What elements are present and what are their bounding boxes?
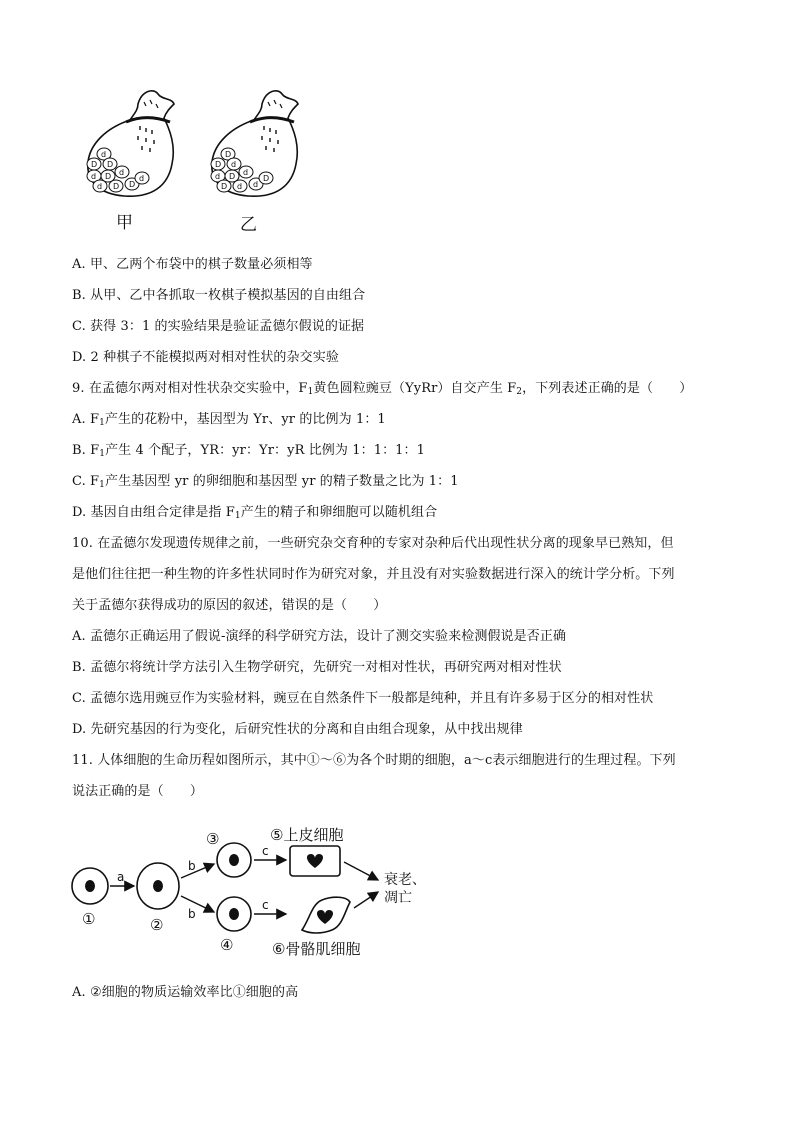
svg-text:D: D — [91, 160, 98, 169]
q9-stem: 9. 在孟德尔两对相对性状杂交实验中，$F_1$黄色圆粒豌豆（YyRr）自交产生 $F_2$，下列表述正确的是（ ） — [72, 381, 693, 397]
q9-option-d: D. 基因自由组合定律是指 $F_1$产生的精子和卵细胞可以随机组合 — [72, 505, 438, 521]
cell-2-label: ② — [150, 916, 164, 934]
q8-option-d: D. 2 种棋子不能模拟两对相对性状的杂交实验 — [72, 350, 339, 365]
q11-stem-line2: 说法正确的是（ ） — [72, 784, 204, 799]
ball — [93, 180, 107, 192]
ball — [239, 166, 253, 178]
ball — [217, 180, 231, 192]
q10-option-b: B. 孟德尔将统计学方法引入生物学研究，先研究一对相对性状，再研究两对相对性状 — [72, 660, 562, 675]
ball — [115, 166, 129, 178]
svg-text:D: D — [225, 150, 232, 159]
svg-text:d: d — [119, 168, 125, 177]
cell-4-label: ④ — [220, 936, 234, 954]
ball — [135, 172, 149, 184]
svg-text:d: d — [91, 172, 97, 181]
arrow-a-label: a — [117, 870, 125, 884]
svg-text:d: d — [243, 168, 249, 177]
svg-text:d: d — [231, 160, 237, 169]
arrow-b-down — [181, 896, 214, 912]
q11-stem-line1: 11. 人体细胞的生命历程如图所示，其中①～⑥为各个时期的细胞，a～c表示细胞进行的生理过程。下列 — [72, 753, 676, 768]
muscle-label: ⑥骨骼肌细胞 — [272, 940, 361, 958]
q10-option-a: A. 孟德尔正确运用了假说-演绎的科学研究方法，设计了测交实验来检测假说是否正确 — [72, 629, 567, 644]
svg-text:d: d — [139, 174, 145, 183]
q8-option-a: A. 甲、乙两个布袋中的棋子数量必须相等 — [72, 257, 313, 272]
q10-stem-line1: 10. 在孟德尔发现遗传规律之前，一些研究杂交育种的专家对杂种后代出现性状分离的现象早已熟知，但 — [72, 536, 674, 551]
cell-diagram-svg — [66, 822, 446, 962]
arrow-b-up — [181, 864, 214, 878]
q10-stem-line3: 关于孟德尔获得成功的原因的叙述，错误的是（ ） — [72, 598, 387, 613]
q8-option-b: B. 从甲、乙中各抓取一枚棋子模拟基因的自由组合 — [72, 288, 366, 303]
cell-diagram — [66, 822, 446, 962]
q11-option-a: A. ②细胞的物质运输效率比①细胞的高 — [72, 985, 299, 1000]
ball — [103, 158, 117, 170]
arrow-b-up-label: b — [188, 859, 196, 873]
svg-text:d: d — [215, 172, 221, 181]
ball — [211, 158, 225, 170]
ball — [109, 180, 123, 192]
cell-4 — [217, 897, 251, 931]
arrow-c-down-label: c — [262, 898, 269, 912]
bag-left-balls — [87, 148, 149, 192]
arrow-to-aging-down — [354, 892, 378, 908]
q9-option-c: C. $F_1$产生基因型 yr 的卵细胞和基因型 yr 的精子数量之比为 1：1 — [72, 474, 459, 490]
aging-label-line2: 凋亡 — [384, 890, 412, 906]
arrow-b-down-label: b — [188, 907, 196, 921]
svg-text:D: D — [113, 182, 120, 191]
svg-text:D: D — [129, 180, 136, 189]
q10-option-d: D. 先研究基因的行为变化，后研究性状的分离和自由组合现象，从中找出规律 — [72, 722, 523, 737]
svg-text:d: d — [97, 182, 103, 191]
svg-text:d: d — [101, 150, 107, 159]
q8-option-c: C. 获得 3：1 的实验结果是验证孟德尔假说的证据 — [72, 319, 365, 334]
svg-text:d: d — [253, 180, 259, 189]
q10-option-c: C. 孟德尔选用豌豆作为实验材料，豌豆在自然条件下一般都是纯种，并且有许多易于区分的相对性状 — [72, 691, 654, 706]
q9-option-a: A. $F_1$产生的花粉中，基因型为 Yr、yr 的比例为 1：1 — [72, 412, 386, 428]
bag-figure-svg — [80, 86, 320, 236]
bag-left-label: 甲 — [116, 213, 133, 233]
svg-text:D: D — [263, 174, 270, 183]
svg-text:d: d — [237, 182, 243, 191]
epithelial-cell — [290, 846, 340, 876]
ball — [87, 158, 101, 170]
svg-text:D: D — [105, 172, 112, 181]
bag-right-balls — [211, 148, 273, 192]
cell-3 — [217, 843, 251, 877]
svg-text:D: D — [221, 182, 228, 191]
svg-text:D: D — [229, 172, 236, 181]
q10-stem-line2: 是他们往往把一种生物的许多性状同时作为研究对象，并且没有对实验数据进行深入的统计学分析。下列 — [72, 567, 675, 582]
aging-label-line1: 衰老、 — [384, 872, 426, 888]
ball — [233, 180, 247, 192]
cell-3-label: ③ — [206, 830, 220, 848]
epithelial-label: ⑤上皮细胞 — [270, 826, 344, 844]
svg-text:D: D — [107, 160, 114, 169]
arrow-c-up-label: c — [262, 844, 269, 858]
q9-option-b: B. $F_1$产生 4 个配子，YR：yr：Yr：yR 比例为 1：1：1：1 — [72, 443, 426, 459]
bag-figure — [80, 86, 320, 236]
cell-2 — [137, 863, 179, 909]
arrow-to-aging-up — [344, 862, 378, 880]
bag-right-label: 乙 — [240, 215, 257, 235]
ball — [259, 172, 273, 184]
svg-text:D: D — [215, 160, 222, 169]
skeletal-muscle-cell — [302, 897, 350, 933]
cell-1-label: ① — [82, 910, 96, 928]
cell-1 — [72, 868, 108, 904]
ball — [227, 158, 241, 170]
